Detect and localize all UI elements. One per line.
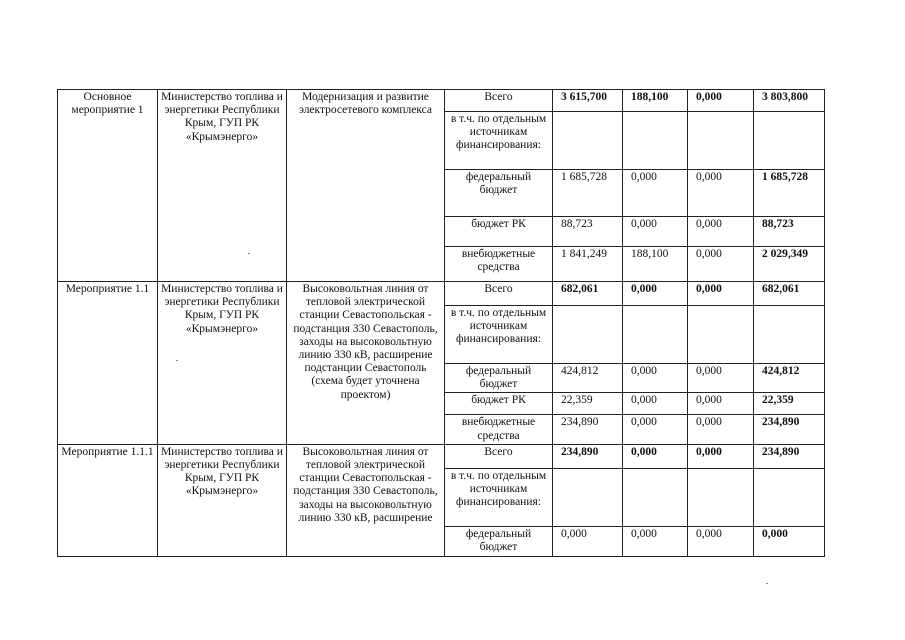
- value-cell: [688, 468, 754, 526]
- source-cell: федеральный бюджет: [445, 526, 553, 556]
- value-cell: [623, 112, 688, 170]
- total-value-cell: 0,000: [754, 526, 825, 556]
- source-cell: Всего: [445, 444, 553, 468]
- value-cell: 0,000: [623, 393, 688, 415]
- total-value-cell: 1 685,728: [754, 170, 825, 217]
- value-cell: 424,812: [553, 364, 623, 393]
- value-cell: [553, 306, 623, 364]
- total-value-cell: 424,812: [754, 364, 825, 393]
- table-row: [58, 282, 825, 306]
- value-cell: 0,000: [688, 170, 754, 217]
- financing-table: [57, 89, 825, 557]
- value-cell: 188,100: [623, 247, 688, 282]
- source-cell: федеральный бюджет: [445, 364, 553, 393]
- executor-cell: Министерство топлива и энергетики Республики Крым, ГУП РК «Крымэнерго»: [158, 90, 287, 282]
- source-cell: Всего: [445, 90, 553, 112]
- total-value-cell: 234,890: [754, 444, 825, 468]
- value-cell: 0,000: [623, 364, 688, 393]
- scan-speck: [176, 360, 178, 361]
- total-value-cell: 2 029,349: [754, 247, 825, 282]
- total-value-cell: 22,359: [754, 393, 825, 415]
- value-cell: 0,000: [688, 415, 754, 444]
- table-row: [58, 444, 825, 468]
- value-cell: 0,000: [688, 90, 754, 112]
- value-cell: 234,890: [553, 415, 623, 444]
- total-value-cell: 3 803,800: [754, 90, 825, 112]
- value-cell: 188,100: [623, 90, 688, 112]
- value-cell: 0,000: [688, 282, 754, 306]
- value-cell: [623, 306, 688, 364]
- source-cell: внебюджетные средства: [445, 247, 553, 282]
- executor-cell: Министерство топлива и энергетики Республики Крым, ГУП РК «Крымэнерго»: [158, 444, 287, 556]
- total-value-cell: 682,061: [754, 282, 825, 306]
- value-cell: 0,000: [623, 282, 688, 306]
- value-cell: 88,723: [553, 217, 623, 247]
- value-cell: [553, 468, 623, 526]
- source-cell: Всего: [445, 282, 553, 306]
- total-value-cell: [754, 306, 825, 364]
- value-cell: 0,000: [688, 364, 754, 393]
- value-cell: 0,000: [623, 415, 688, 444]
- value-cell: 0,000: [623, 170, 688, 217]
- value-cell: 3 615,700: [553, 90, 623, 112]
- total-value-cell: 88,723: [754, 217, 825, 247]
- source-cell: внебюджетные средства: [445, 415, 553, 444]
- project-name-cell: Высоковольтная линия от тепловой электрической станции Севастопольская - подстанция 330 Севастополь, заходы на высоковольтную линию 330 кВ, расширение подстанции Севастополь (схема будет уточнена проектом): [287, 282, 445, 445]
- value-cell: 0,000: [688, 217, 754, 247]
- event-name-cell: Мероприятие 1.1.1: [58, 444, 158, 556]
- executor-cell: Министерство топлива и энергетики Республики Крым, ГУП РК «Крымэнерго»: [158, 282, 287, 445]
- event-name-cell: Основное мероприятие 1: [58, 90, 158, 282]
- value-cell: [688, 112, 754, 170]
- total-value-cell: [754, 468, 825, 526]
- source-cell: бюджет РК: [445, 217, 553, 247]
- source-cell: бюджет РК: [445, 393, 553, 415]
- value-cell: 0,000: [688, 393, 754, 415]
- value-cell: 234,890: [553, 444, 623, 468]
- total-value-cell: [754, 112, 825, 170]
- value-cell: 0,000: [553, 526, 623, 556]
- source-cell: в т.ч. по отдельным источникам финансирования:: [445, 468, 553, 526]
- value-cell: 0,000: [623, 526, 688, 556]
- value-cell: 682,061: [553, 282, 623, 306]
- value-cell: [553, 112, 623, 170]
- event-name-cell: Мероприятие 1.1: [58, 282, 158, 445]
- source-cell: в т.ч. по отдельным источникам финансирования:: [445, 112, 553, 170]
- project-name-cell: Высоковольтная линия от тепловой электрической станции Севастопольская - подстанция 330 Севастополь, заходы на высоковольтную линию 330 кВ, расширение: [287, 444, 445, 556]
- table-row: [58, 90, 825, 112]
- value-cell: 0,000: [688, 444, 754, 468]
- project-name-cell: Модернизация и развитие электросетевого комплекса: [287, 90, 445, 282]
- total-value-cell: 234,890: [754, 415, 825, 444]
- value-cell: 0,000: [623, 217, 688, 247]
- scan-speck: [766, 583, 768, 584]
- value-cell: 1 685,728: [553, 170, 623, 217]
- value-cell: 0,000: [688, 247, 754, 282]
- source-cell: федеральный бюджет: [445, 170, 553, 217]
- value-cell: [623, 468, 688, 526]
- scan-speck: [248, 253, 250, 254]
- value-cell: [688, 306, 754, 364]
- source-cell: в т.ч. по отдельным источникам финансирования:: [445, 306, 553, 364]
- value-cell: 0,000: [623, 444, 688, 468]
- value-cell: 0,000: [688, 526, 754, 556]
- value-cell: 1 841,249: [553, 247, 623, 282]
- value-cell: 22,359: [553, 393, 623, 415]
